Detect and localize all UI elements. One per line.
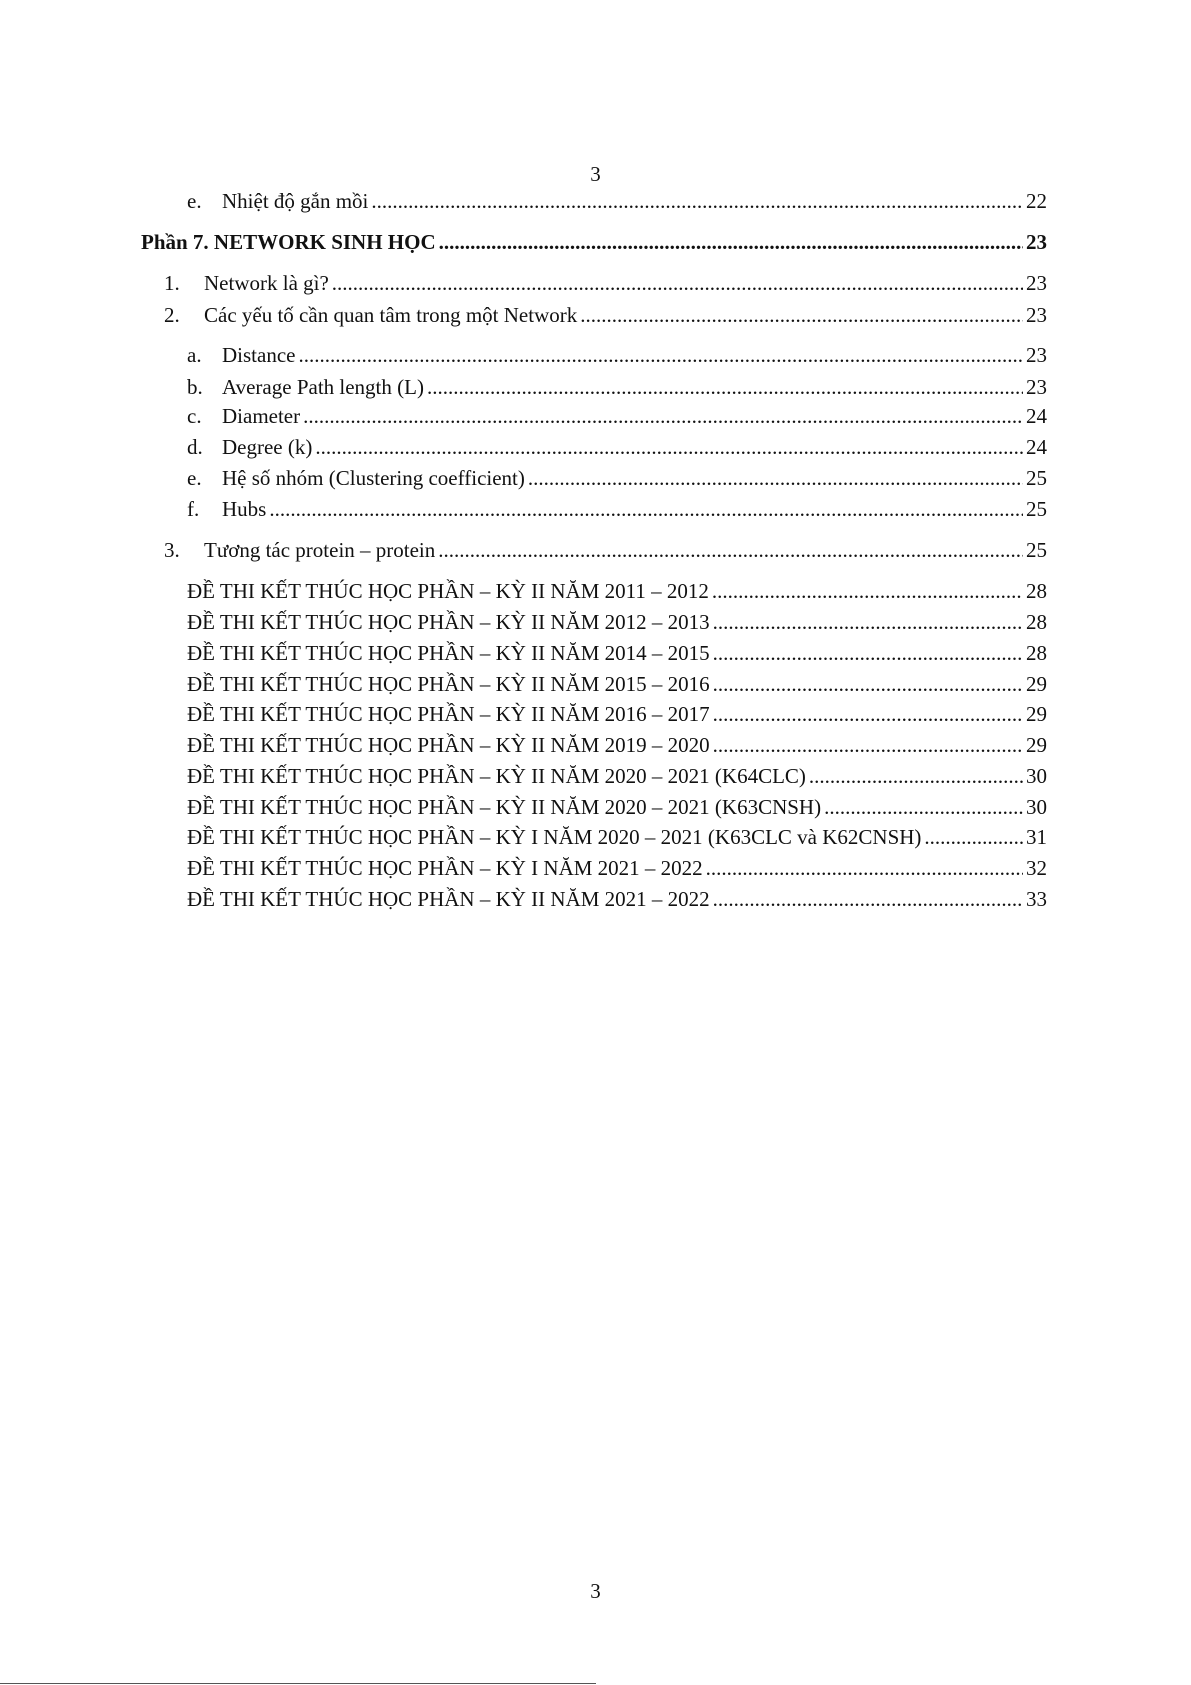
toc-page-number: 25 [1026,497,1047,521]
toc-entry-de-thi-ky-i-2021-2022[interactable] [187,856,1047,880]
toc-text: Nhiệt độ gắn mồi [222,189,369,213]
toc-leader [439,230,1023,254]
toc-text: ĐỀ THI KẾT THÚC HỌC PHẦN – KỲ I NĂM 2020 – 2021 (K63CLC và K62CNSH) [187,825,922,849]
footer-rule [0,1683,596,1684]
toc-page-number: 28 [1026,641,1047,665]
toc-text: Hệ số nhóm (Clustering coefficient) [222,466,525,490]
page-number-top: 3 [590,162,601,186]
toc-page-number: 30 [1026,795,1047,819]
toc-entry-average-path-length[interactable] [187,375,1047,399]
toc-page-number: 25 [1026,466,1047,490]
toc-page-number: 31 [1026,825,1047,849]
toc-page-number: 29 [1026,702,1047,726]
toc-entry-phan-7[interactable] [141,230,1047,254]
toc-text: ĐỀ THI KẾT THÚC HỌC PHẦN – KỲ II NĂM 2019 – 2020 [187,733,710,757]
toc-entry-diameter[interactable] [187,404,1047,428]
toc-entry-network-la-gi[interactable] [164,271,1047,295]
toc-entry-nhiet-do[interactable] [187,189,1047,213]
toc-marker: e. [187,189,202,213]
toc-leader [332,271,1023,295]
toc-marker: f. [187,497,200,521]
toc-page-number: 30 [1026,764,1047,788]
toc-page-number: 24 [1026,404,1047,428]
toc-leader [713,887,1023,911]
toc-leader [528,466,1023,490]
toc-page-number: 32 [1026,856,1047,880]
toc-page-number: 25 [1026,538,1047,562]
toc-entry-hubs[interactable] [187,497,1047,521]
toc-entry-de-thi-2016-2017[interactable] [187,702,1047,726]
toc-leader [713,672,1023,696]
toc-page-number: 23 [1026,230,1047,254]
toc-leader [809,764,1023,788]
toc-text: ĐỀ THI KẾT THÚC HỌC PHẦN – KỲ I NĂM 2021 – 2022 [187,856,703,880]
toc-leader [712,579,1023,603]
toc-entry-de-thi-ky-ii-2021-2022[interactable] [187,887,1047,911]
toc-entry-de-thi-2015-2016[interactable] [187,672,1047,696]
page-number-bottom: 3 [590,1579,601,1603]
toc-entry-de-thi-ky-i-2020-2021[interactable] [187,825,1047,849]
toc-page-number: 22 [1026,189,1047,213]
toc-text: ĐỀ THI KẾT THÚC HỌC PHẦN – KỲ II NĂM 2016 – 2017 [187,702,710,726]
toc-entry-de-thi-2014-2015[interactable] [187,641,1047,665]
toc-entry-de-thi-2020-2021-k64clc[interactable] [187,764,1047,788]
toc-leader [315,435,1023,459]
toc-text: ĐỀ THI KẾT THÚC HỌC PHẦN – KỲ II NĂM 2011 – 2012 [187,579,709,603]
toc-text: Hubs [222,497,267,521]
toc-page-number: 28 [1026,579,1047,603]
toc-marker: d. [187,435,203,459]
toc-leader [580,303,1023,327]
toc-text: Tương tác protein – protein [204,538,436,562]
toc-marker: 3. [164,538,180,562]
toc-marker: 2. [164,303,180,327]
toc-entry-de-thi-2019-2020[interactable] [187,733,1047,757]
toc-leader [924,825,1023,849]
toc-leader [371,189,1023,213]
toc-page-number: 23 [1026,303,1047,327]
toc-leader [824,795,1023,819]
toc-marker: b. [187,375,203,399]
toc-leader [427,375,1023,399]
toc-leader [303,404,1023,428]
toc-marker: e. [187,466,202,490]
toc-text: ĐỀ THI KẾT THÚC HỌC PHẦN – KỲ II NĂM 2021 – 2022 [187,887,710,911]
toc-page-number: 23 [1026,343,1047,367]
toc-leader [713,702,1023,726]
toc-text: ĐỀ THI KẾT THÚC HỌC PHẦN – KỲ II NĂM 2014 – 2015 [187,641,710,665]
toc-text: ĐỀ THI KẾT THÚC HỌC PHẦN – KỲ II NĂM 2012 – 2013 [187,610,710,634]
toc-page-number: 29 [1026,672,1047,696]
toc-page-number: 29 [1026,733,1047,757]
toc-entry-degree[interactable] [187,435,1047,459]
toc-page-number: 28 [1026,610,1047,634]
toc-marker: 1. [164,271,180,295]
toc-leader [713,610,1023,634]
toc-text: Diameter [222,404,301,428]
toc-entry-distance[interactable] [187,343,1047,367]
toc-leader [438,538,1023,562]
toc-marker: c. [187,404,202,428]
toc-text: ĐỀ THI KẾT THÚC HỌC PHẦN – KỲ II NĂM 2020 – 2021 (K64CLC) [187,764,806,788]
toc-text: ĐỀ THI KẾT THÚC HỌC PHẦN – KỲ II NĂM 2020 – 2021 (K63CNSH) [187,795,822,819]
toc-leader [706,856,1023,880]
toc-entry-de-thi-2020-2021-k63cnsh[interactable] [187,795,1047,819]
toc-entry-de-thi-2011-2012[interactable] [187,579,1047,603]
toc-text: Các yếu tố cần quan tâm trong một Network [204,303,578,327]
toc-leader [298,343,1023,367]
toc-entry-clustering-coefficient[interactable] [187,466,1047,490]
toc-marker: a. [187,343,202,367]
toc-page-number: 24 [1026,435,1047,459]
toc-entry-tuong-tac-protein[interactable] [164,538,1047,562]
toc-text: Distance [222,343,296,367]
toc-leader [713,641,1023,665]
toc-text: Degree (k) [222,435,313,459]
toc-text: ĐỀ THI KẾT THÚC HỌC PHẦN – KỲ II NĂM 2015 – 2016 [187,672,710,696]
toc-page-number: 33 [1026,887,1047,911]
toc-leader [269,497,1023,521]
toc-page-number: 23 [1026,271,1047,295]
toc-leader [713,733,1023,757]
toc-text: Phần 7. NETWORK SINH HỌC [141,230,436,254]
toc-text: Network là gì? [204,271,329,295]
toc-entry-cac-yeu-to[interactable] [164,303,1047,327]
toc-entry-de-thi-2012-2013[interactable] [187,610,1047,634]
toc-text: Average Path length (L) [222,375,424,399]
toc-page-number: 23 [1026,375,1047,399]
